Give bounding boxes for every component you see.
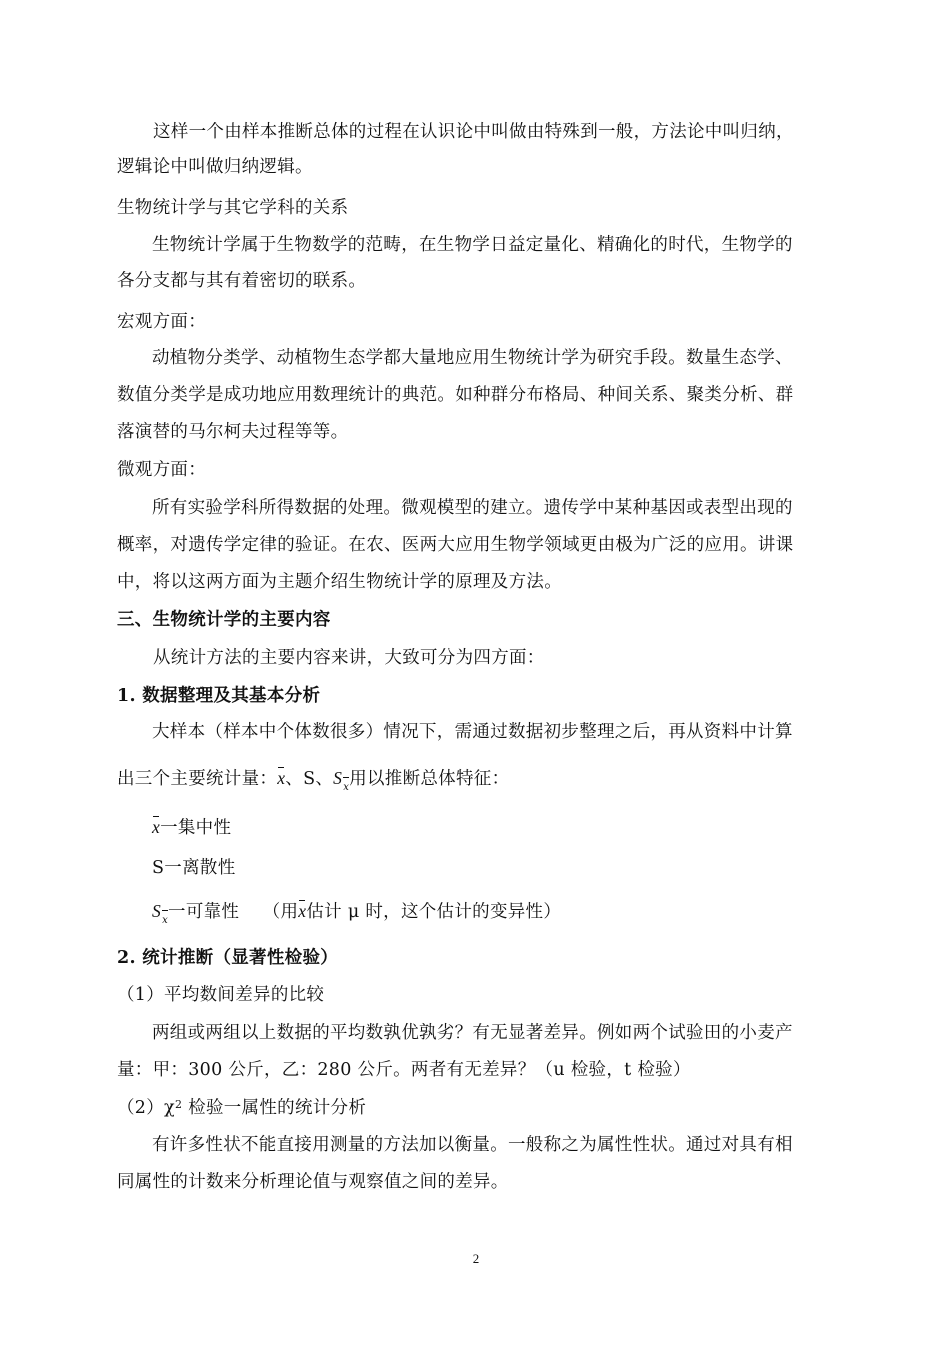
paragraph-line: 生物统计学属于生物数学的范畴，在生物学日益定量化、精确化的时代，生物学的 (152, 235, 793, 255)
subheading: （1）平均数间差异的比较 (117, 985, 325, 1005)
section-heading: 2. 统计推断（显著性检验） (117, 948, 339, 968)
text-run: 一集中性 (160, 818, 232, 838)
stderr-symbol: S (152, 901, 162, 921)
paragraph-line: 大样本（样本中个体数很多）情况下，需通过数据初步整理之后，再从资料中计算 (152, 722, 793, 742)
text-run: 出三个主要统计量： (117, 769, 278, 789)
mean-symbol: x (298, 901, 307, 921)
text-run: 检验一属性的统计分析 (188, 1098, 367, 1118)
paragraph-line (117, 766, 839, 794)
paragraph-line: 数值分类学是成功地应用数理统计的典范。如种群分布格局、种间关系、聚类分析、群 (117, 385, 794, 405)
list-item (152, 899, 839, 927)
list-item (152, 815, 839, 840)
mean-symbol: x (277, 768, 286, 788)
paragraph-line: 落演替的马尔柯夫过程等等。 (117, 422, 349, 442)
paragraph-line: 从统计方法的主要内容来讲，大致可分为四方面： (153, 648, 545, 668)
paragraph-line: 同属性的计数来分析理论值与观察值之间的差异。 (117, 1172, 509, 1192)
subscript: x (343, 776, 349, 800)
paragraph-line: 这样一个由样本推断总体的过程在认识论中叫做由特殊到一般，方法论中叫归纳， (153, 122, 794, 142)
section-heading: 1. 数据整理及其基本分析 (117, 686, 321, 706)
paragraph-line: 动植物分类学、动植物生态学都大量地应用生物统计学为研究手段。数量生态学、 (152, 348, 793, 368)
text-run: 用以推断总体特征： (349, 769, 510, 789)
subheading: 宏观方面： (117, 312, 206, 332)
paragraph-line: 两组或两组以上数据的平均数孰优孰劣？有无显著差异。例如两个试验田的小麦产 (152, 1023, 793, 1043)
paragraph-line: 量：甲：300 公斤，乙：280 公斤。两者有无差异？（u 检验，t 检验） (117, 1060, 691, 1080)
mean-symbol: x (152, 817, 161, 837)
superscript: 2 (174, 1098, 183, 1111)
paragraph-line: 各分支都与其有着密切的联系。 (117, 271, 367, 291)
text-run: 估计 μ 时，这个估计的变异性） (306, 902, 562, 922)
text-run: 一可靠性 （用 (168, 902, 299, 922)
paragraph-line: 逻辑论中叫做归纳逻辑。 (117, 157, 313, 177)
paragraph-line: 中，将以这两方面为主题介绍生物统计学的原理及方法。 (117, 572, 562, 592)
page-number: 2 (472, 1251, 480, 1266)
section-heading: 三、生物统计学的主要内容 (117, 610, 331, 630)
subheading (117, 1096, 839, 1120)
list-item: S一离散性 (152, 858, 236, 878)
paragraph-line: 所有实验学科所得数据的处理。微观模型的建立。遗传学中某种基因或表型出现的 (152, 498, 793, 518)
stderr-symbol: S (333, 768, 343, 788)
paragraph-line: 有许多性状不能直接用测量的方法加以衡量。一般称之为属性性状。通过对具有相 (152, 1135, 793, 1155)
text-run: （2）χ (117, 1098, 175, 1118)
subscript: x (162, 909, 168, 933)
text-run: 、S、 (285, 769, 334, 789)
subheading: 微观方面： (117, 460, 206, 480)
paragraph-line: 概率，对遗传学定律的验证。在农、医两大应用生物学领域更由极为广泛的应用。讲课 (117, 535, 794, 555)
section-heading: 生物统计学与其它学科的关系 (117, 198, 349, 218)
